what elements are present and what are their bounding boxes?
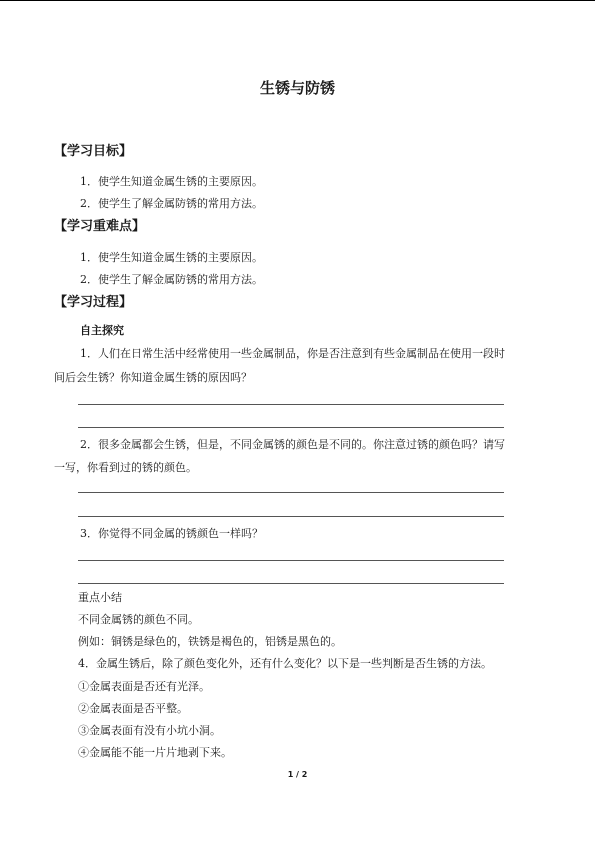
answer-line <box>78 492 504 493</box>
rust-check-method-2: ②金属表面是否平整。 <box>78 702 188 715</box>
subheading-self-inquiry: 自主探究 <box>80 324 124 337</box>
summary-line-1: 不同金属锈的颜色不同。 <box>78 613 199 626</box>
rust-check-method-4: ④金属能不能一片片地剥下来。 <box>78 746 232 759</box>
question-4-line-1: 4．金属生锈后，除了颜色变化外，还有什么变化？以下是一些判断是否生锈的方法。 <box>78 657 492 670</box>
section-heading-process: 【学习过程】 <box>54 295 133 310</box>
document-title: 生锈与防锈 <box>259 79 335 97</box>
answer-line <box>78 427 504 428</box>
goal-item-1: 1．使学生知道金属生锈的主要原因。 <box>80 175 263 188</box>
answer-line <box>78 560 504 561</box>
question-3-line-1: 3．你觉得不同金属的锈颜色一样吗？ <box>80 527 263 540</box>
section-heading-key-points: 【学习重难点】 <box>54 219 146 234</box>
rust-check-method-3: ③金属表面有没有小坑小洞。 <box>78 724 221 737</box>
summary-heading: 重点小结 <box>78 591 122 604</box>
summary-line-2: 例如：铜锈是绿色的，铁锈是褐色的，铝锈是黑色的。 <box>78 635 342 648</box>
key-point-item-2: 2．使学生了解金属防锈的常用方法。 <box>80 273 263 286</box>
page-number: 1 / 2 <box>287 770 308 779</box>
goal-item-2: 2．使学生了解金属防锈的常用方法。 <box>80 197 263 210</box>
rust-check-method-1: ①金属表面是否还有光泽。 <box>78 680 210 693</box>
key-point-item-1: 1．使学生知道金属生锈的主要原因。 <box>80 251 263 264</box>
answer-line <box>78 516 504 517</box>
question-1-line-2: 间后会生锈？你知道金属生锈的原因吗？ <box>54 371 252 384</box>
question-1-line-1: 1．人们在日常生活中经常使用一些金属制品，你是否注意到有些金属制品在使用一段时 <box>80 347 505 360</box>
page-top-rule <box>0 0 595 1</box>
question-2-line-1: 2．很多金属都会生锈，但是，不同金属锈的颜色是不同的。你注意过锈的颜色吗？请写 <box>80 438 505 451</box>
answer-line <box>78 404 504 405</box>
question-2-line-2: 一写，你看到过的锈的颜色。 <box>54 461 197 474</box>
answer-line <box>78 583 504 584</box>
section-heading-goals: 【学习目标】 <box>54 144 133 159</box>
